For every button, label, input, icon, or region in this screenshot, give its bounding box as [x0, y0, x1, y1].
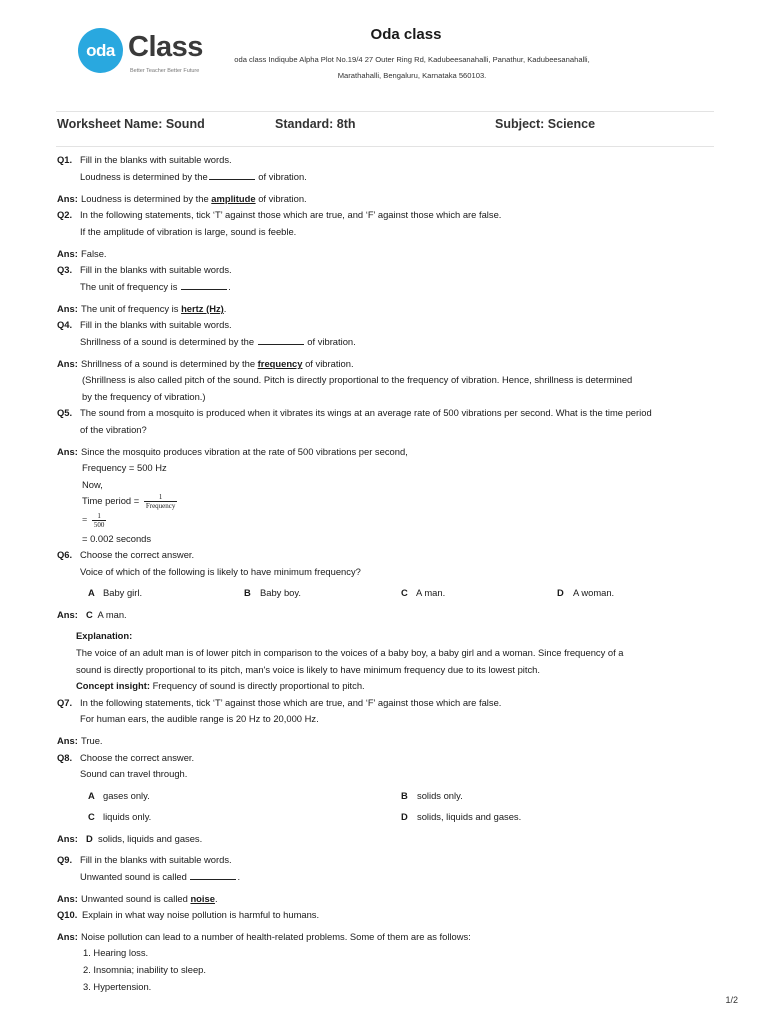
answer-result: = 0.002 seconds: [82, 533, 152, 544]
option-letter: B: [401, 790, 408, 801]
answer-text: D solids, liquids and gases.: [86, 833, 203, 844]
fraction: $\frac{1}{\text{Frequency}}$: [145, 493, 176, 511]
concept-insight: Concept insight: Frequency of sound is directly proportional to pitch.: [76, 680, 365, 691]
list-item: 3. Hypertension.: [83, 981, 152, 992]
question-statement: For human ears, the audible range is 20 Hz to 20,000 Hz.: [80, 713, 319, 724]
question-text: In the following statements, tick ‘T’ against those which are true, and ‘F’ against those which are false.: [80, 697, 502, 708]
standard: Standard: 8th: [275, 117, 356, 131]
worksheet-name: Worksheet Name: Sound: [57, 117, 205, 131]
option-text: liquids only.: [103, 811, 152, 822]
question-number: Q7.: [57, 697, 73, 708]
question-text: The sound from a mosquito is produced when it vibrates its wings at an average rate of 500 vibrations per second. What is the time period: [80, 407, 652, 418]
option-text: A man.: [416, 587, 446, 598]
answer-text: Since the mosquito produces vibration at the rate of 500 vibrations per second,: [81, 446, 408, 457]
question-text: Explain in what way noise pollution is harmful to humans.: [82, 909, 320, 920]
question-text: Fill in the blanks with suitable words.: [80, 264, 232, 275]
list-item: 1. Hearing loss.: [83, 947, 149, 958]
question-text: Fill in the blanks with suitable words.: [80, 154, 232, 165]
question-number: Q2.: [57, 209, 73, 220]
answer-label: Ans:: [57, 303, 78, 314]
answer-note: (Shrillness is also called pitch of the sound. Pitch is directly proportional to the frequency of vibration. Hence, shrillness is determined: [82, 374, 633, 385]
question-number: Q4.: [57, 319, 73, 330]
question-text: Choose the correct answer.: [80, 549, 195, 560]
address-line-1: oda class Indiqube Alpha Plot No.19/4 27 Outer Ring Rd, Kadubeesanahalli, Panathur, Kadubeesanahalli,: [234, 55, 590, 64]
question-blank-line: The unit of frequency is .: [80, 281, 231, 292]
question-blank-line: Unwanted sound is called .: [80, 871, 241, 882]
answer-note: by the frequency of vibration.): [82, 391, 206, 402]
list-item: 2. Insomnia; inability to sleep.: [83, 964, 206, 975]
question-text: In the following statements, tick ‘T’ against those which are true, and ‘F’ against those which are false.: [80, 209, 502, 220]
question-text: of the vibration?: [80, 424, 147, 435]
explanation-text: The voice of an adult man is of lower pitch in comparison to the voices of a baby boy, a baby girl and a woman. Since frequency of a: [76, 647, 624, 658]
blank: [181, 282, 227, 290]
question-text: Choose the correct answer.: [80, 752, 195, 763]
answer-text: Noise pollution can lead to a number of health-related problems. Some of them are as follows:: [81, 931, 471, 942]
page-number: 1/2: [725, 995, 738, 1005]
option-letter: C: [88, 811, 95, 822]
org-title: Oda class: [370, 26, 442, 43]
answer-text: Shrillness of a sound is determined by the frequency of vibration.: [81, 358, 354, 369]
answer-text: The unit of frequency is hertz (Hz).: [81, 303, 227, 314]
answer-label: Ans:: [57, 193, 78, 204]
answer-text: Unwanted sound is called noise.: [81, 893, 218, 904]
option-text: Baby boy.: [260, 587, 301, 598]
option-letter: D: [557, 587, 564, 598]
question-prompt: Sound can travel through.: [80, 768, 188, 779]
logo-word: Class: [128, 31, 203, 63]
answer-label: Ans:: [57, 609, 78, 620]
divider-top: [56, 111, 714, 112]
answer-label: Ans:: [57, 893, 78, 904]
answer-formula: Time period = $\frac{1}{\text{Frequency}}$: [82, 493, 176, 511]
answer-label: Ans:: [57, 358, 78, 369]
question-number: Q10.: [57, 909, 78, 920]
blank: [209, 172, 255, 180]
answer-step: Frequency = 500 Hz: [82, 462, 167, 473]
fraction: $\frac{1}{500}$: [93, 512, 105, 530]
option-text: gases only.: [103, 790, 150, 801]
logo-tagline: Better Teacher Better Future: [130, 68, 200, 74]
address-line-2: Marathahalli, Bengaluru, Karnataka 560103.: [337, 71, 487, 80]
answer-text: False.: [81, 248, 107, 259]
answer-label: Ans:: [57, 446, 78, 457]
option-letter: D: [401, 811, 408, 822]
answer-text: C A man.: [86, 609, 127, 620]
org-address: [212, 52, 612, 84]
option-text: solids, liquids and gases.: [417, 811, 522, 822]
answer-label: Ans:: [57, 931, 78, 942]
question-text: Fill in the blanks with suitable words.: [80, 319, 232, 330]
question-blank-line: Shrillness of a sound is determined by the of vibration.: [80, 336, 356, 347]
question-number: Q1.: [57, 154, 73, 165]
option-text: Baby girl.: [103, 587, 143, 598]
option-letter: A: [88, 587, 95, 598]
question-number: Q3.: [57, 264, 73, 275]
question-number: Q6.: [57, 549, 73, 560]
logo-mark: oda: [78, 28, 123, 73]
question-number: Q5.: [57, 407, 73, 418]
subject: Subject: Science: [495, 117, 596, 131]
question-prompt: Voice of which of the following is likely to have minimum frequency?: [80, 566, 361, 577]
question-text: Fill in the blanks with suitable words.: [80, 854, 232, 865]
option-text: solids only.: [417, 790, 463, 801]
blank: [190, 872, 236, 880]
question-number: Q9.: [57, 854, 73, 865]
answer-formula: = $\frac{1}{500}$: [82, 512, 105, 530]
question-blank-line: Loudness is determined by the of vibration.: [80, 171, 307, 182]
explanation-label: Explanation:: [76, 630, 133, 641]
question-statement: If the amplitude of vibration is large, sound is feeble.: [80, 226, 297, 237]
option-letter: C: [401, 587, 408, 598]
answer-label: Ans:: [57, 833, 78, 844]
option-letter: B: [244, 587, 251, 598]
answer-step: Now,: [82, 479, 103, 490]
answer-text: True.: [81, 735, 103, 746]
explanation-text: sound is directly proportional to its pitch, man's voice is likely to have minimum frequency due to its lowest pitch.: [76, 664, 540, 675]
blank: [258, 337, 304, 345]
answer-label: Ans:: [57, 735, 78, 746]
divider-bottom: [56, 146, 714, 147]
question-number: Q8.: [57, 752, 73, 763]
answer-text: Loudness is determined by the amplitude of vibration.: [81, 193, 307, 204]
option-text: A woman.: [573, 587, 615, 598]
answer-label: Ans:: [57, 248, 78, 259]
option-letter: A: [88, 790, 95, 801]
